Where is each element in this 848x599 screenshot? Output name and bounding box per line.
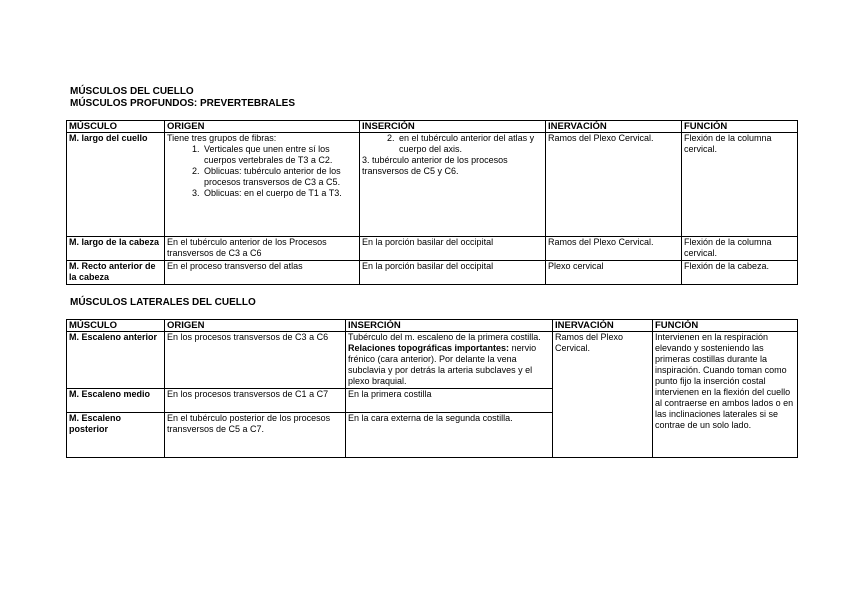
list-item: 1. Verticales que unen entre sí los cuerpos vertebrales de T3 a C2. <box>202 144 357 166</box>
header-inervacion: INERVACIÓN <box>553 320 653 332</box>
muscle-name: M. Escaleno posterior <box>67 413 165 458</box>
origin-list <box>167 144 357 199</box>
insertion-cell <box>360 133 546 237</box>
table-row <box>67 332 798 389</box>
insertion-cell: En la cara externa de la segunda costilla. <box>346 413 553 458</box>
origin-cell: En los procesos transversos de C3 a C6 <box>165 332 346 389</box>
insertion-text: Tubérculo del m. escaleno de la primera costilla. <box>348 332 541 342</box>
header-musculo: MÚSCULO <box>67 320 165 332</box>
header-musculo: MÚSCULO <box>67 121 165 133</box>
origin-cell: En el proceso transverso del atlas <box>165 261 360 285</box>
innervation-cell: Ramos del Plexo Cervical. <box>553 332 653 458</box>
list-item: 2. en el tubérculo anterior del atlas y cuerpo del axis. <box>397 133 543 155</box>
insertion-cell: En la porción basilar del occipital <box>360 261 546 285</box>
innervation-cell: Plexo cervical <box>546 261 682 285</box>
function-cell: Intervienen en la respiración elevando y sosteniendo las primeras costillas durante la inspiración. Cuando toman como punto fijo la inserción costal intervienen en la flexión del cuello al contraerse en ambos lados o en las inclinaciones laterales si se contrae de un solo lado. <box>653 332 798 458</box>
muscle-name: M. largo de la cabeza <box>67 237 165 261</box>
page-title: MÚSCULOS DEL CUELLO <box>70 86 194 97</box>
function-cell: Flexión de la columna cervical. <box>682 237 798 261</box>
muscle-name: M. largo del cuello <box>67 133 165 237</box>
function-cell: Flexión de la cabeza. <box>682 261 798 285</box>
function-cell: Flexión de la columna cervical. <box>682 133 798 237</box>
header-funcion: FUNCIÓN <box>682 121 798 133</box>
header-insercion: INSERCIÓN <box>346 320 553 332</box>
insertion-cell: En la primera costilla <box>346 389 553 413</box>
origin-cell: En el tubérculo posterior de los procesos transversos de C5 a C7. <box>165 413 346 458</box>
table-row <box>67 133 798 237</box>
relations-text: nervio frénico (cara anterior). Por delante la vena subclavia y por detrás la arteria subclaves y el plexo braquial. <box>348 343 537 386</box>
table-header-row <box>67 320 798 332</box>
innervation-cell: Ramos del Plexo Cervical. <box>546 133 682 237</box>
muscle-name: M. Escaleno anterior <box>67 332 165 389</box>
lateral-muscles-table <box>66 319 798 458</box>
header-origen: ORIGEN <box>165 320 346 332</box>
prevertebral-muscles-table <box>66 120 798 285</box>
insertion-cell <box>346 332 553 389</box>
header-insercion: INSERCIÓN <box>360 121 546 133</box>
table-header-row <box>67 121 798 133</box>
insertion-list <box>362 133 543 155</box>
header-inervacion: INERVACIÓN <box>546 121 682 133</box>
header-funcion: FUNCIÓN <box>653 320 798 332</box>
table-row <box>67 237 798 261</box>
table-row <box>67 261 798 285</box>
section-title-prevertebrales: MÚSCULOS PROFUNDOS: PREVERTEBRALES <box>70 98 296 109</box>
origin-intro: Tiene tres grupos de fibras: <box>167 133 277 143</box>
muscle-name: M. Recto anterior de la cabeza <box>67 261 165 285</box>
muscle-name: M. Escaleno medio <box>67 389 165 413</box>
origin-cell <box>165 133 360 237</box>
list-item: 2. Oblicuas: tubérculo anterior de los procesos transversos de C3 a C5. <box>202 166 357 188</box>
list-item: 3. Oblicuas: en el cuerpo de T1 a T3. <box>202 188 357 199</box>
origin-cell: En los procesos transversos de C1 a C7 <box>165 389 346 413</box>
header-origen: ORIGEN <box>165 121 360 133</box>
origin-cell: En el tubérculo anterior de los Procesos transversos de C3 a C6 <box>165 237 360 261</box>
insertion-text: 3. tubérculo anterior de los procesos transversos de C5 y C6. <box>362 155 508 176</box>
insertion-cell: En la porción basilar del occipital <box>360 237 546 261</box>
section-title-laterales: MÚSCULOS LATERALES DEL CUELLO <box>70 297 256 308</box>
relations-label: Relaciones topográficas importantes: <box>348 343 510 353</box>
innervation-cell: Ramos del Plexo Cervical. <box>546 237 682 261</box>
